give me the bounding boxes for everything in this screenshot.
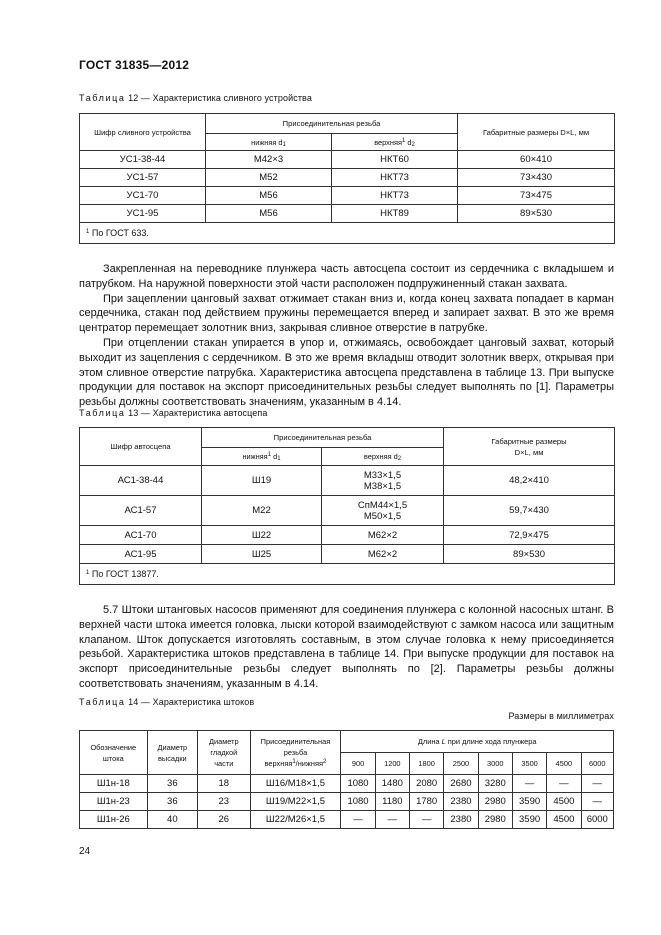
- table12-footnote: $^1$ По ГОСТ 633.: [80, 223, 615, 244]
- paragraph: 5.7 Штоки штанговых насосов применяют для соединения плунжера с колонной насосных штанг. В верхней части штока имеется головка, лыски которой взаимодействуют с замком насоса или защитным клапаном. Шток допускается изготовлять составным, в этом случае головка к нему присоединяется резьбой. Характеристика штоков представлена в таблице 14. При выпуске продукции для поставок на экспорт присоединительные резьбы следует выполнять по [2]. Параметры резьбы должны соответствовать значениям, указанным в 4.14.: [79, 604, 614, 690]
- table14-header-diam: Диаметр высадки: [147, 731, 197, 775]
- table14-header-thread: Присоединительная резьба верхняя$^1$/нижняя$^2$: [250, 731, 341, 775]
- table14-stroke: 900: [341, 753, 375, 775]
- table12-header-dims: Габаритные размеры D×L, мм: [458, 114, 615, 151]
- table13-header-upper: верхняя $d_2$: [322, 448, 444, 466]
- table13-caption-text: 13 — Характеристика автосцепа: [128, 408, 268, 418]
- table12-caption-word: Таблица: [79, 93, 126, 103]
- table13-header-dims: Габаритные размеры D×L, мм: [444, 428, 615, 466]
- table14-stroke: 1800: [409, 753, 443, 775]
- table14-stroke: 2500: [444, 753, 478, 775]
- table-row: АС1-70 Ш22 М62×2 72,9×475: [80, 526, 615, 545]
- table14-units: Размеры в миллиметрах: [508, 711, 614, 721]
- body-text-1: [79, 262, 614, 410]
- table-row: АС1-57 М22 СпМ44×1,5 М50×1,5 59,7×430: [80, 496, 615, 526]
- paragraph: При зацеплении цанговый захват отжимает стакан вниз и, когда конец захвата попадает в карман сердечника, стакан под действием пружины перемещается вперед и запирает захват. В это же время центратор перемещает золотник вниз, закрывая сливное отверстие в патрубке.: [79, 292, 614, 335]
- table-row: УС1-38-44 М42×3 НКТ60 60×410: [80, 151, 615, 169]
- page-number: 24: [79, 846, 91, 857]
- table13-caption: [79, 408, 267, 418]
- table-row: УС1-95 М56 НКТ89 89×530: [80, 205, 615, 223]
- table14: [79, 730, 614, 829]
- table12-header-code: Шифр сливного устройства: [80, 114, 206, 151]
- table12-header-lower: нижняя $d_1$: [206, 134, 332, 151]
- table-row: УС1-57 М52 НКТ73 73×430: [80, 169, 615, 187]
- table13-footnote: $^1$ По ГОСТ 13877.: [80, 564, 615, 585]
- table-row: Ш1н-23 36 23 Ш19/М22×1,5 1080 1180 1780 2380 2980 3590 4500 —: [80, 793, 614, 811]
- table14-caption-text: 14 — Характеристика штоков: [128, 697, 255, 707]
- table-row: АС1-38-44 Ш19 М33×1,5 М38×1,5 48,2×410: [80, 466, 615, 496]
- table12-header-upper: верхняя$^1$ $d_2$: [332, 134, 458, 151]
- table14-header-smooth: Диаметр гладкой части: [198, 731, 250, 775]
- table13-caption-word: Таблица: [79, 408, 126, 418]
- paragraph: При отцеплении стакан упирается в упор и, отжимаясь, освобождает цанговый захват, который выходит из зацепления с сердечником. В это же время вкладыш отводит золотник вверх, открывая при этом сливное отверстие патрубка. Характеристика автосцепа представлена в таблице 13. При выпуске продукции для поставок на экспорт присоединительных резьбы следует выполнять по [1]. Параметры резьбы должны соответствовать значениям, указанным в 4.14.: [79, 336, 614, 409]
- table13-header-code: Шифр автосцепа: [80, 428, 202, 466]
- table14-stroke: 1200: [375, 753, 409, 775]
- table12-caption-text: 12 — Характеристика сливного устройства: [128, 93, 312, 103]
- table-row: Ш1н-26 40 26 Ш22/М26×1,5 — — — 2380 2980 3590 4500 6000: [80, 811, 614, 829]
- table12: [79, 113, 615, 244]
- table13-header-thread: Присоединительная резьба: [202, 428, 444, 448]
- table-row: УС1-70 М56 НКТ73 73×475: [80, 187, 615, 205]
- paragraph: Закрепленная на переводнике плунжера часть автосцепа состоит из сердечника с вкладышем и патрубком. На наружной поверхности этой части расположен подпружиненный стакан захвата.: [79, 263, 614, 290]
- table14-caption-word: Таблица: [79, 697, 126, 707]
- table-row: Ш1н-18 36 18 Ш16/М18×1,5 1080 1480 2080 2680 3280 — — —: [80, 775, 614, 793]
- table14-stroke: 4500: [547, 753, 581, 775]
- table12-header-thread: Присоединительная резьба: [206, 114, 458, 134]
- document-header: ГОСТ 31835—2012: [79, 58, 190, 72]
- table-row: АС1-95 Ш25 М62×2 89×530: [80, 545, 615, 564]
- table14-header-code: Обозначение штока: [80, 731, 148, 775]
- table14-caption: [79, 697, 254, 707]
- table12-caption: [79, 93, 312, 103]
- table13-header-lower: нижняя$^1$ $d_1$: [202, 448, 322, 466]
- table14-stroke: 3000: [478, 753, 512, 775]
- table14-header-length: Длина L при длине хода плунжера: [341, 731, 614, 753]
- table13: [79, 427, 615, 585]
- table14-stroke: 3500: [512, 753, 546, 775]
- table14-stroke: 6000: [581, 753, 613, 775]
- body-text-2: [79, 603, 614, 692]
